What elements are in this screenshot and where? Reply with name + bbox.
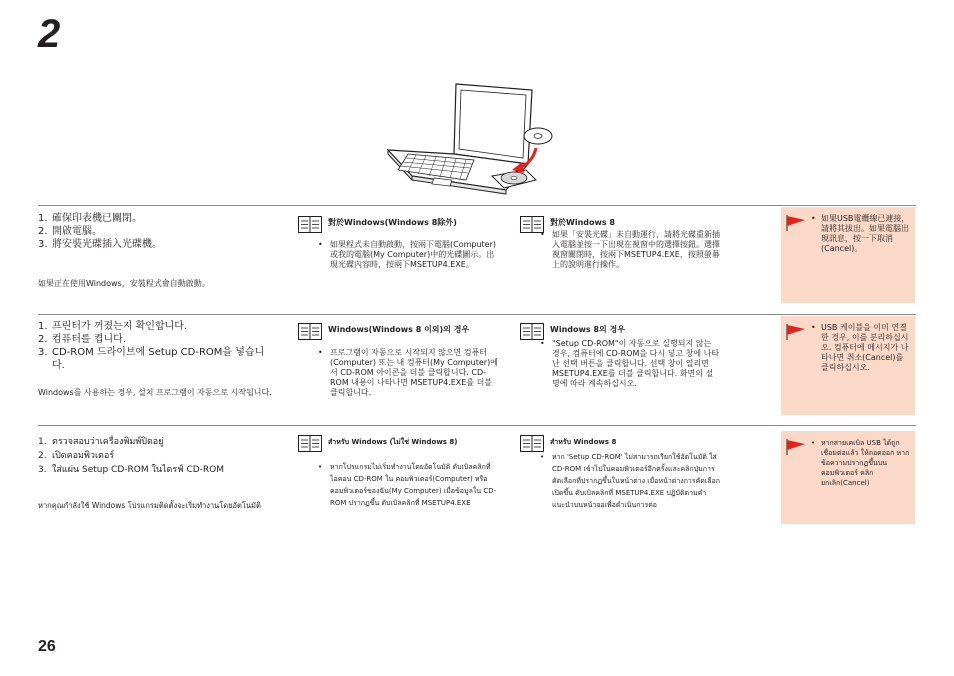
note-title: Windows(Windows 8 이외)의 경우 <box>328 325 470 334</box>
red-flag-icon <box>786 439 806 455</box>
note-windows <box>298 435 498 525</box>
list-item: 1. 確保印表機已關閉。 <box>38 213 142 224</box>
note-windows-8 <box>520 435 720 525</box>
note-title: Windows 8의 경우 <box>550 325 625 334</box>
note-body: • "Setup CD-ROM"이 자동으로 실행되지 않는 경우, 컴퓨터에 CD-ROM을 다시 넣고 창에 나타난 선택 버튼을 클릭합니다. 선택 창이 열리면 MSETUP4.EXE를 더블 클릭합니다. 화면의 설명에 따라 계속하십시오. <box>540 339 720 388</box>
section-divider <box>38 205 916 206</box>
open-book-note-icon <box>298 216 322 233</box>
step-list <box>38 320 283 372</box>
section-divider <box>38 425 916 426</box>
laptop-cd-insert-illustration <box>386 80 566 196</box>
page-number: 26 <box>38 638 56 655</box>
caution-text: • 如果USB電纜線已連接，請將其拔出。如果電腦出現訊息，按一下取消(Cancel)。 <box>811 214 910 253</box>
note-title: สำหรับ Windows 8 <box>550 438 617 446</box>
note-title: สำหรับ Windows (ไม่ใช่ Windows 8) <box>328 438 458 446</box>
note-body: • 프로그램이 자동으로 시작되지 않으면 컴퓨터(Computer) 또는 내 컴퓨터(My Computer)에서 CD-ROM 아이콘을 더블 클릭합니다. CD-ROM 내용이 나타나면 MSETUP4.EXE를 더블 클릭합니다. <box>318 348 498 397</box>
footnote: หากคุณกำลังใช้ Windows โปรแกรมติดตั้งจะเริ่มทำงานโดยอัตโนมัติ <box>38 501 261 510</box>
note-windows-8 <box>520 323 720 413</box>
section-thai <box>38 425 916 525</box>
list-item: 1. 프린터가 꺼졌는지 확인합니다. <box>38 321 188 332</box>
open-book-note-icon <box>520 323 544 340</box>
section-korean <box>38 314 916 417</box>
list-item: 2. 開啟電腦。 <box>38 226 102 237</box>
caution-box <box>781 316 915 415</box>
section-divider <box>38 314 916 315</box>
list-item: 1. ตรวจสอบว่าเครื่องพิมพ์ปิดอยู่ <box>38 437 164 447</box>
step-list <box>38 435 283 477</box>
open-book-note-icon <box>298 435 322 452</box>
note-title: 對於Windows 8 <box>550 218 615 227</box>
section-traditional-chinese <box>38 205 916 303</box>
step-number: 2 <box>38 12 61 56</box>
note-windows <box>298 323 498 413</box>
note-body: • 如果「安裝光碟」未自動運行，請將光碟重新插入電腦並按一下出現在視窗中的選擇按鈕。選擇視窗關閉時，按兩下MSETUP4.EXE，按照螢幕上的說明進行操作。 <box>540 230 720 269</box>
open-book-note-icon <box>298 323 322 340</box>
open-book-note-icon <box>520 435 544 452</box>
note-body: • หากโปรแกรมไม่เริ่มทำงานโดยอัตโนมัติ ดับเบิลคลิกที่ไอคอน CD-ROM ใน คอมพิวเตอร์(Computer) หรือ คอมพิวเตอร์ของฉัน(My Computer) เมื่อข้อมูลใน CD-ROM ปรากฏขึ้น ดับเบิลคลิกที่ MSETUP4.EXE <box>318 463 497 507</box>
red-flag-icon <box>786 215 806 231</box>
step-list <box>38 212 283 251</box>
note-title: 對於Windows(Windows 8除外) <box>328 218 457 227</box>
footnote: 如果正在使用Windows，安裝程式會自動啟動。 <box>38 279 210 288</box>
caution-text: • หากสายเคเบิล USB ได้ถูกเชื่อมต่อแล้ว ให้ถอดออก หากข้อความปรากฏขึ้นบนคอมพิวเตอร์ คลิก ยกเลิก(Cancel) <box>811 439 910 487</box>
list-item: 3. 將安裝光碟插入光碟機。 <box>38 239 162 250</box>
list-item: 2. 컴퓨터를 켭니다. <box>38 334 126 345</box>
list-item: 2. เปิดคอมพิวเตอร์ <box>38 451 115 461</box>
red-flag-icon <box>786 324 806 340</box>
footnote: Windows를 사용하는 경우, 설치 프로그램이 자동으로 시작됩니다. <box>38 388 272 397</box>
note-windows-8 <box>520 216 720 296</box>
note-body: • หาก 'Setup CD-ROM' ไม่สามารถเรียกใช้อัตโนมัติ ใส่ CD-ROM เข้าไปในคอมพิวเตอร์อีกครั้งและคลิกปุ่มการคัดเลือกที่ปรากฏขึ้นในหน้าต่าง เมื่อหน้าต่างการคัดเลือกเปิดขึ้น ดับเบิลคลิกที่ MSETUP4.EXE ปฏิบัติตามคำแนะนำบนหน้าจอเพื่อดำเนินการต่อ <box>540 453 720 509</box>
note-windows <box>298 216 498 296</box>
list-item: 3. ใส่แผ่น Setup CD-ROM ในไดรฟ์ CD-ROM <box>38 465 225 475</box>
caution-text: • USB 케이블을 이미 연결한 경우, 이를 분리하십시오. 컴퓨터에 메시지가 나타나면 취소(Cancel)를 클릭하십시오. <box>811 323 909 372</box>
caution-box <box>781 207 915 303</box>
note-body: • 如果程式未自動啟動，按兩下電腦(Computer)或我的電腦(My Computer)中的光碟圖示。出現光碟內容時，按兩下MSETUP4.EXE。 <box>318 240 497 269</box>
list-item: 3. CD-ROM 드라이브에 Setup CD-ROM을 넣습니다. <box>38 347 265 371</box>
caution-box <box>781 431 915 524</box>
